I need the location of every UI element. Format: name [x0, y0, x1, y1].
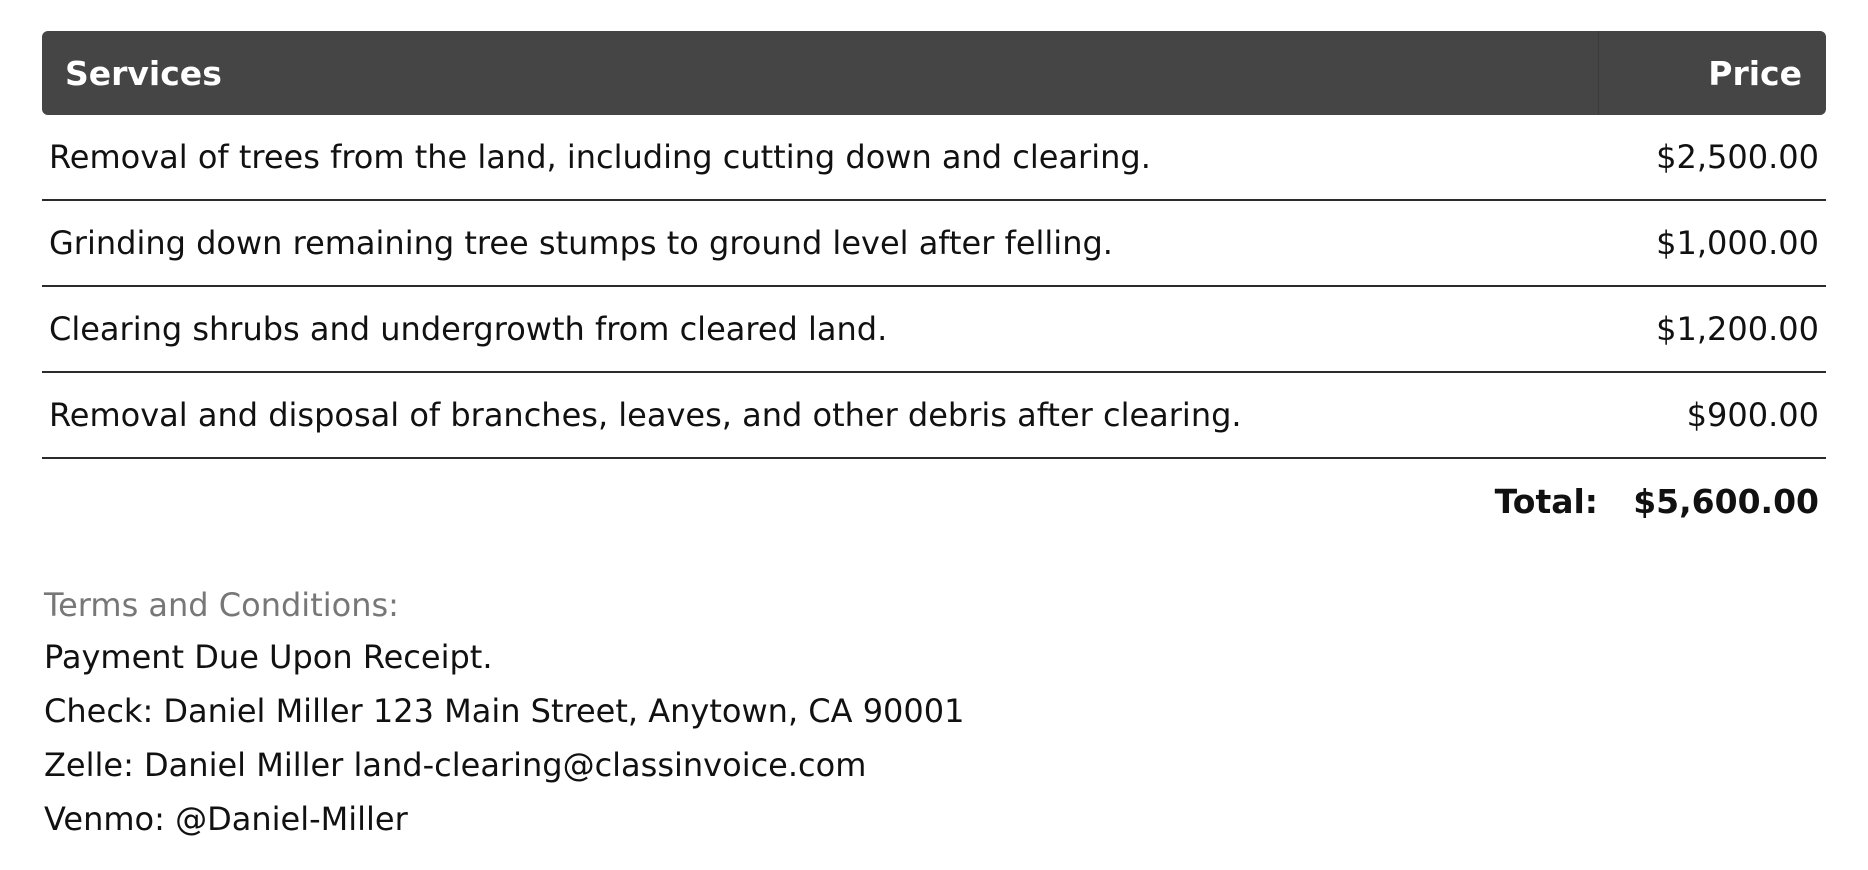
price-column-header: Price: [1598, 31, 1826, 115]
table-header: [42, 31, 1826, 115]
services-column-header: Services: [65, 53, 222, 93]
check-payment-line: Check: Daniel Miller 123 Main Street, Anytown, CA 90001: [44, 692, 965, 730]
total-label: Total:: [1494, 481, 1598, 521]
service-price: $2,500.00: [1656, 138, 1819, 176]
service-price: $900.00: [1686, 396, 1819, 434]
service-price: $1,000.00: [1656, 224, 1819, 262]
services-table: [42, 31, 1826, 543]
table-row: [42, 373, 1826, 459]
service-price: $1,200.00: [1656, 310, 1819, 348]
terms-and-conditions: [44, 580, 964, 846]
payment-terms-line: Payment Due Upon Receipt.: [44, 638, 493, 676]
table-row: [42, 115, 1826, 201]
terms-heading: Terms and Conditions:: [44, 586, 399, 624]
service-description: Grinding down remaining tree stumps to ground level after felling.: [49, 224, 1113, 262]
service-description: Clearing shrubs and undergrowth from cleared land.: [49, 310, 888, 348]
zelle-payment-line: Zelle: Daniel Miller land-clearing@classinvoice.com: [44, 746, 867, 784]
total-row: [42, 459, 1826, 543]
table-row: [42, 287, 1826, 373]
total-value: $5,600.00: [1633, 481, 1819, 521]
service-description: Removal and disposal of branches, leaves, and other debris after clearing.: [49, 396, 1242, 434]
table-row: [42, 201, 1826, 287]
venmo-payment-line: Venmo: @Daniel-Miller: [44, 800, 408, 838]
service-description: Removal of trees from the land, including cutting down and clearing.: [49, 138, 1151, 176]
